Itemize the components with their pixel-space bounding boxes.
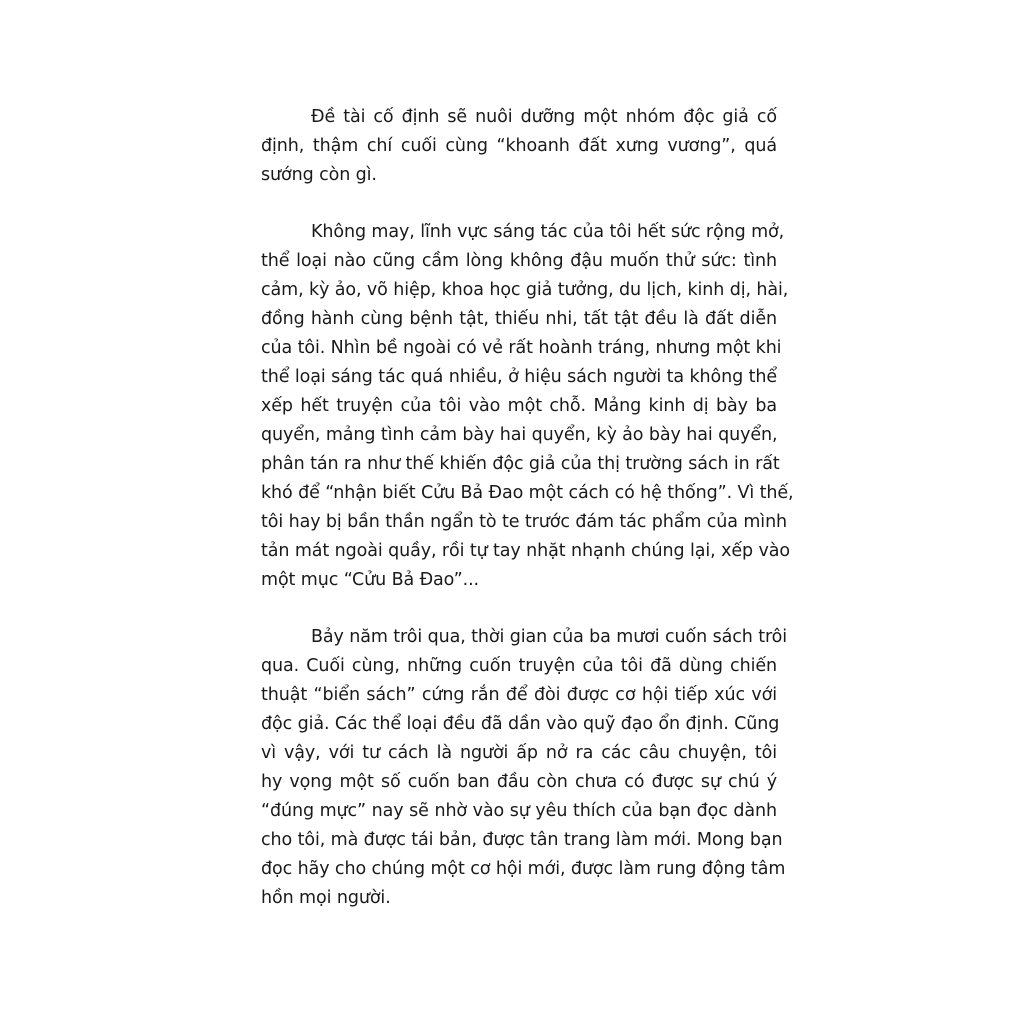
text-line: Đề tài cố định sẽ nuôi dưỡng một nhóm độc giả cố (311, 107, 777, 127)
text-line: độc giả. Các thể loại đều đã dần vào quỹ đạo ổn định. Cũng (261, 714, 780, 734)
text-line: một mục “Cửu Bả Đao”... (261, 570, 480, 590)
text-line: cho tôi, mà được tái bản, được tân trang làm mới. Mong bạn (261, 830, 783, 850)
text-line: hy vọng một số cuốn ban đầu còn chưa có được sự chú ý (261, 772, 777, 792)
text-line: phân tán ra như thế khiến độc giả của thị trường sách in rất (261, 454, 780, 474)
text-line: của tôi. Nhìn bề ngoài có vẻ rất hoành tráng, nhưng một khi (261, 338, 782, 358)
text-line: thể loại nào cũng cầm lòng không đậu muốn thử sức: tình (261, 251, 777, 271)
text-line: khó để “nhận biết Cửu Bả Đao một cách có hệ thống”. Vì thế, (261, 483, 794, 503)
paragraph-1 (261, 103, 777, 190)
text-line: hồn mọi người. (261, 888, 391, 908)
text-line: Bảy năm trôi qua, thời gian của ba mươi cuốn sách trôi (311, 627, 788, 647)
text-line: đọc hãy cho chúng một cơ hội mới, được làm rung động tâm (261, 859, 786, 879)
body-text (261, 103, 794, 913)
text-line: vì vậy, với tư cách là người ấp nở ra các câu chuyện, tôi (261, 743, 777, 763)
paragraph-gap (261, 595, 777, 623)
paragraph-gap (261, 190, 777, 218)
paragraph-2 (261, 218, 794, 595)
paragraph-3 (261, 623, 788, 913)
text-line: Không may, lĩnh vực sáng tác của tôi hết sức rộng mở, (311, 222, 785, 242)
text-line: tản mát ngoài quầy, rồi tự tay nhặt nhạnh chúng lại, xếp vào (261, 541, 790, 561)
text-line: cảm, kỳ ảo, võ hiệp, khoa học giả tưởng, du lịch, kinh dị, hài, (261, 280, 789, 300)
text-line: định, thậm chí cuối cùng “khoanh đất xưng vương”, quá (261, 136, 777, 156)
text-line: đồng hành cùng bệnh tật, thiếu nhi, tất tật đều là đất diễn (261, 309, 777, 329)
text-line: xếp hết truyện của tôi vào một chỗ. Mảng kinh dị bày ba (261, 396, 777, 416)
text-line: tôi hay bị bần thần ngẩn tò te trước đám tác phẩm của mình (261, 512, 788, 532)
text-line: thuật “biển sách” cứng rắn để đòi được cơ hội tiếp xúc với (261, 685, 777, 705)
text-line: thể loại sáng tác quá nhiều, ở hiệu sách người ta không thể (261, 367, 777, 387)
text-line: sướng còn gì. (261, 165, 377, 185)
text-line: “đúng mực” nay sẽ nhờ vào sự yêu thích của bạn đọc dành (261, 801, 777, 821)
text-line: quyển, mảng tình cảm bày hai quyển, kỳ ảo bày hai quyển, (261, 425, 778, 445)
text-line: qua. Cuối cùng, những cuốn truyện của tôi đã dùng chiến (261, 656, 777, 676)
